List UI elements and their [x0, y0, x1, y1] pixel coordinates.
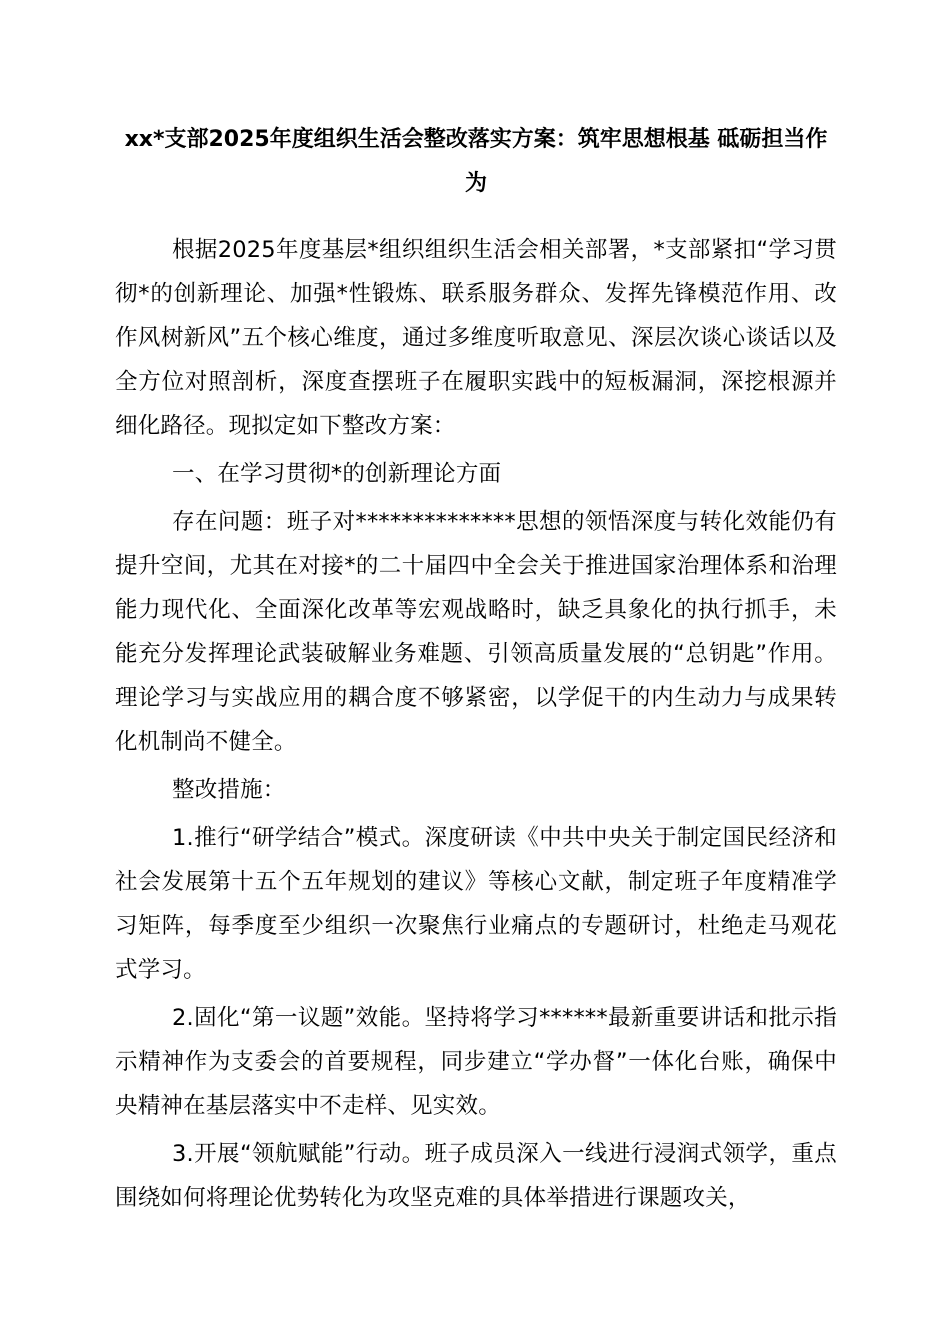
measure-item-3: 3.开展“领航赋能”行动。班子成员深入一线进行浸润式领学，重点围绕如何将理论优势转化为攻坚克难的具体举措进行课题攻关， — [115, 1141, 837, 1211]
section-heading: 一、在学习贯彻*的创新理论方面 — [172, 461, 502, 487]
measure-item-1: 1.推行“研学结合”模式。深度研读《中共中央关于制定国民经济和社会发展第十五个五年规划的建议》等核心文献，制定班子年度精准学习矩阵，每季度至少组织一次聚焦行业痛点的专题研讨，杜绝走马观花式学习。 — [115, 825, 837, 983]
document-title: xx*支部2025年度组织生活会整改落实方案：筑牢思想根基 砥砺担当作为 — [124, 127, 828, 196]
document-page — [115, 118, 837, 1224]
measures-label: 整改措施： — [172, 777, 286, 803]
intro-paragraph: 根据2025年度基层*组织组织生活会相关部署，*支部紧扣“学习贯彻*的创新理论、加强*性锻炼、联系服务群众、发挥先锋模范作用、改作风树新风”五个核心维度，通过多维度听取意见、深层次谈心谈话以及全方位对照剖析，深度查摆班子在履职实践中的短板漏洞，深挖根源并细化路径。现拟定如下整改方案： — [115, 237, 837, 439]
measure-item-2: 2.固化“第一议题”效能。坚持将学习******最新重要讲话和批示指示精神作为支委会的首要规程，同步建立“学办督”一体化台账，确保中央精神在基层落实中不走样、见实效。 — [115, 1005, 837, 1119]
problem-paragraph: 存在问题：班子对**************思想的领悟深度与转化效能仍有提升空间，尤其在对接*的二十届四中全会关于推进国家治理体系和治理能力现代化、全面深化改革等宏观战略时，缺乏具象化的执行抓手，未能充分发挥理论武装破解业务难题、引领高质量发展的“总钥匙”作用。理论学习与实战应用的耦合度不够紧密，以学促干的内生动力与成果转化机制尚不健全。 — [115, 509, 837, 755]
